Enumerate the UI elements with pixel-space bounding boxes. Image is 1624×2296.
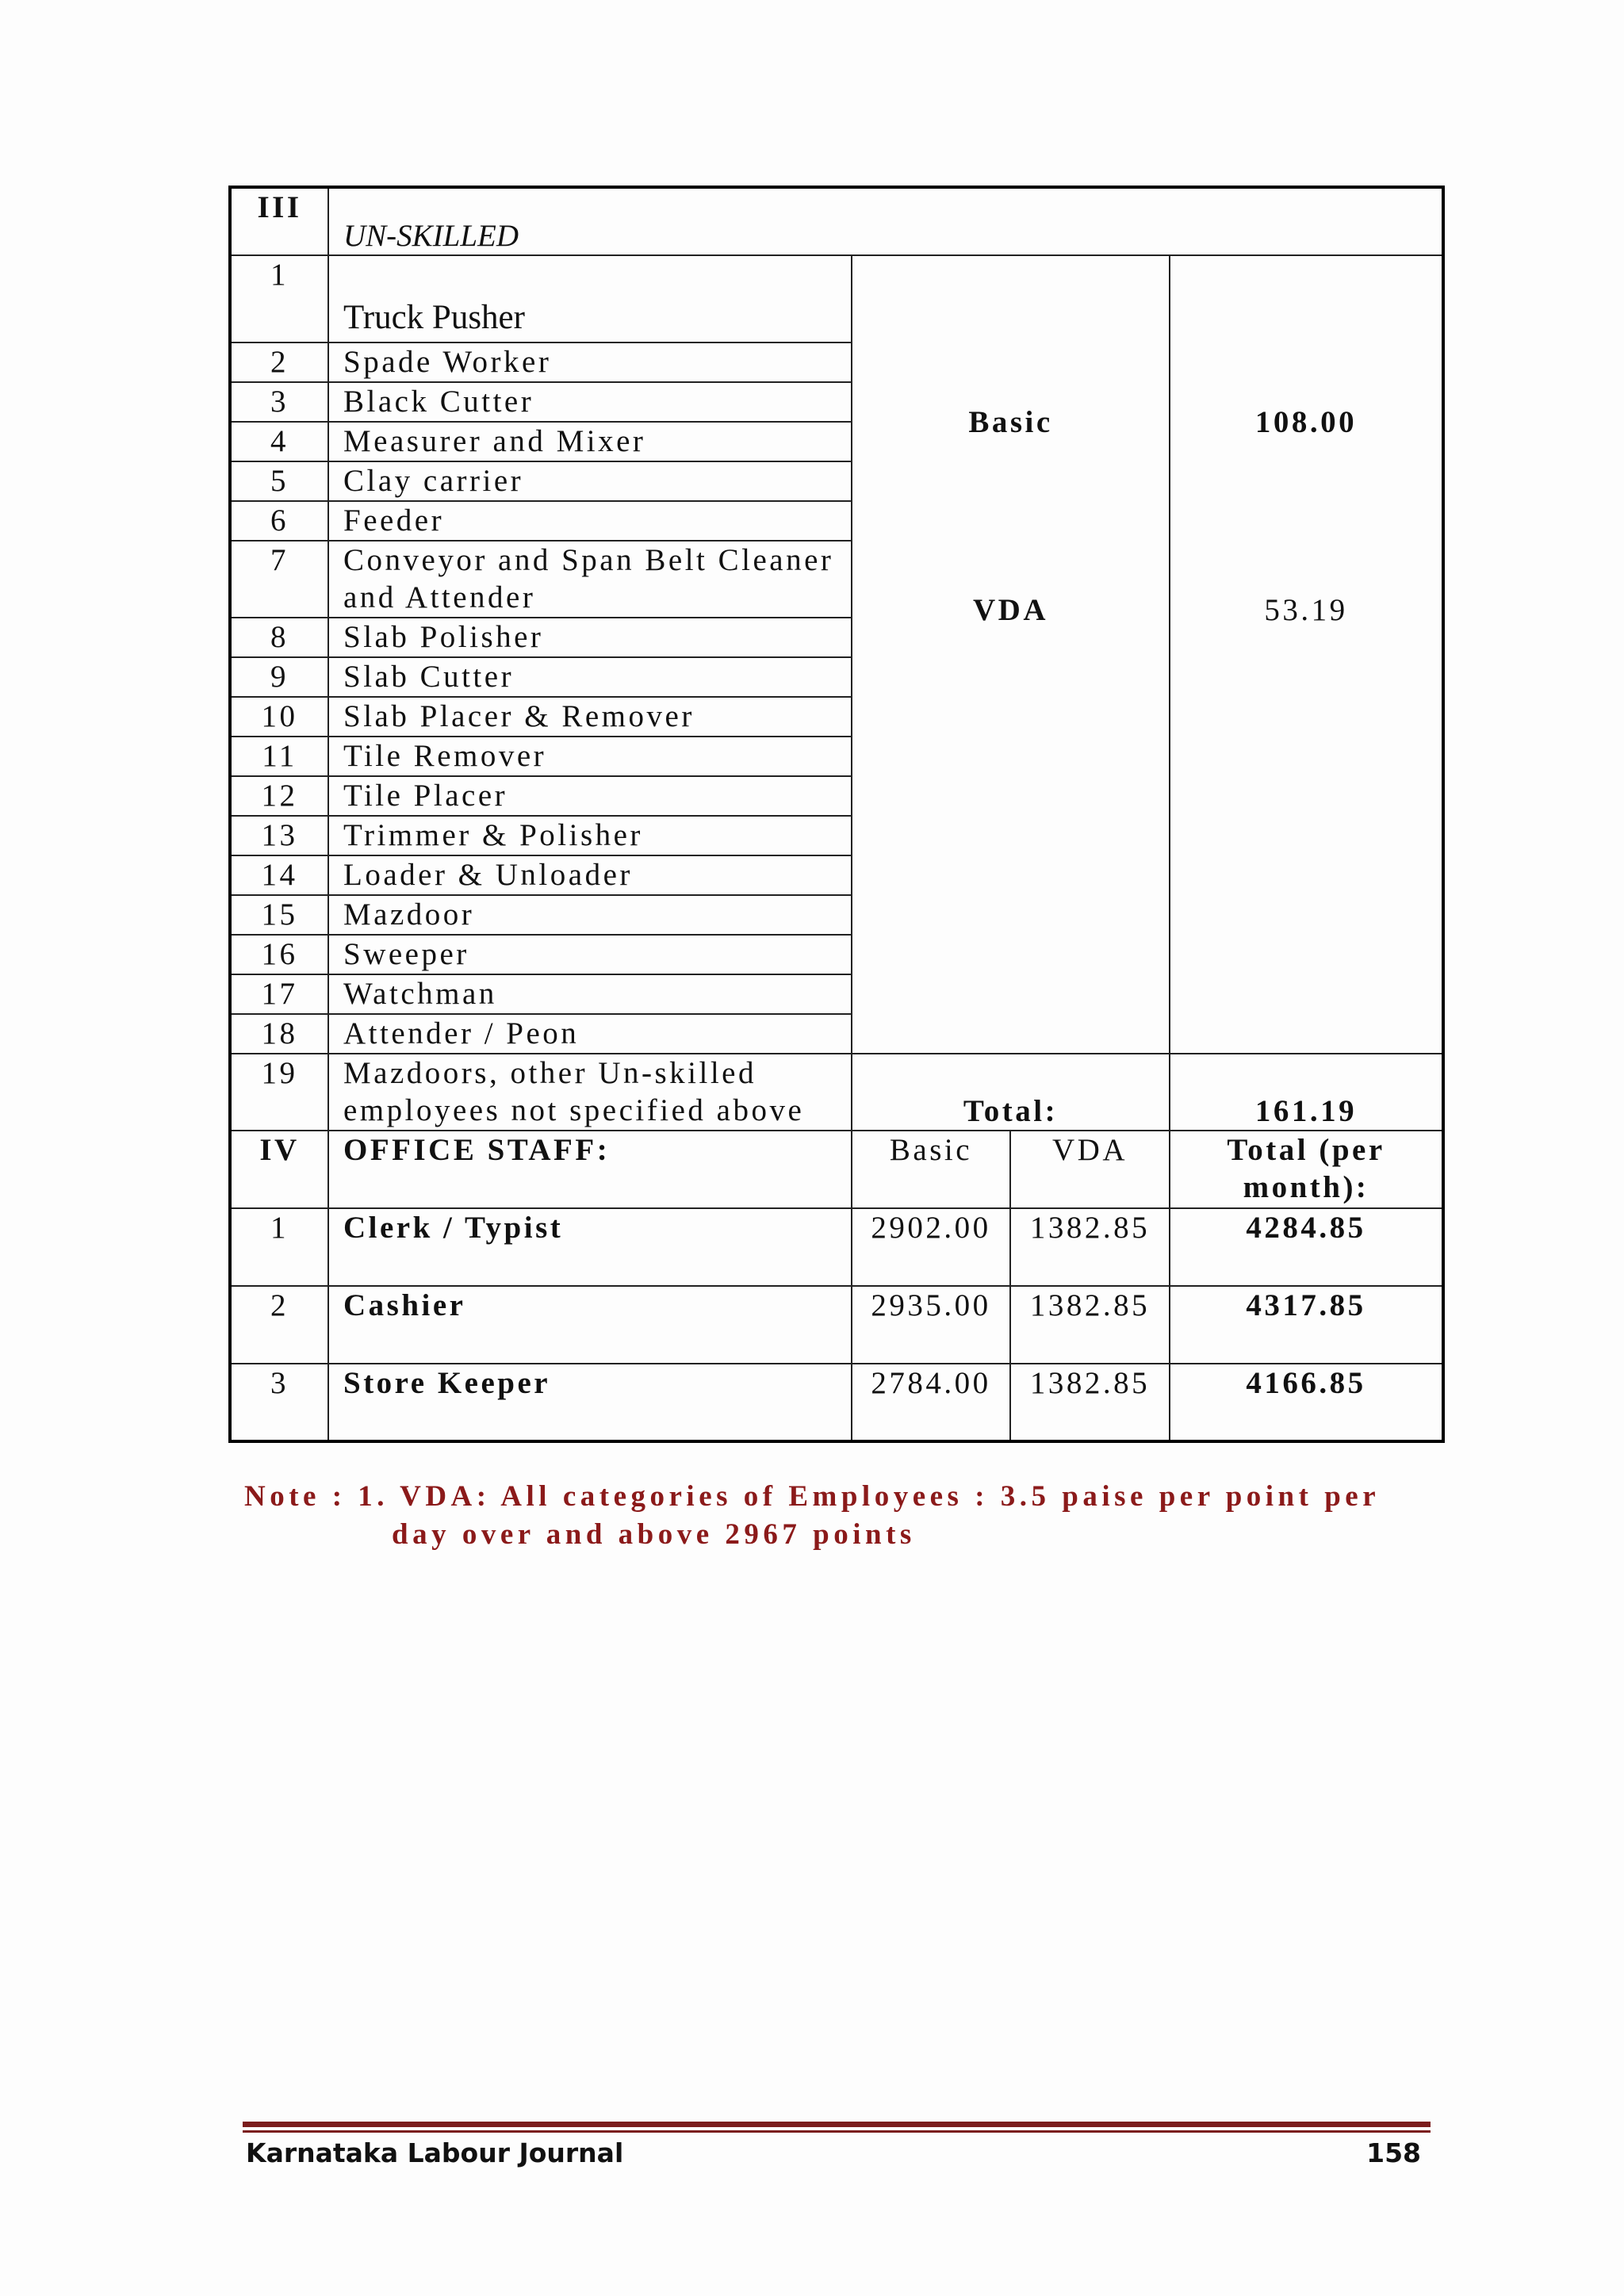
- column-header-basic: Basic: [852, 1131, 1010, 1208]
- row-name: Slab Cutter: [328, 657, 852, 697]
- basic-label: Basic: [968, 405, 1053, 439]
- basic-cell: 2784.00: [852, 1364, 1010, 1441]
- vda-note: [244, 1478, 1442, 1554]
- row-name: Feeder: [328, 501, 852, 541]
- table-row: 3 Black Cutter: [230, 382, 1443, 422]
- table-row: 17 Watchman: [230, 974, 1443, 1014]
- note-line-1: Note : 1. VDA: All categories of Employees : 3.5 paise per point per: [244, 1480, 1381, 1513]
- vda-label: VDA: [973, 593, 1048, 627]
- basic-cell: 2902.00: [852, 1208, 1010, 1286]
- table-row: 16 Sweeper: [230, 935, 1443, 974]
- table-row: 12 Tile Placer: [230, 776, 1443, 816]
- table-row: 4 Measurer and Mixer: [230, 422, 1443, 461]
- row-name: Spade Worker: [328, 342, 852, 382]
- total-value: 161.19: [1170, 1054, 1443, 1131]
- footer-rule-thin: [243, 2130, 1431, 2133]
- footer-rule: [243, 2122, 1431, 2127]
- section-header-row: [230, 1131, 1443, 1208]
- note-line-2: day over and above 2967 points: [392, 1518, 916, 1551]
- table-row: 1 Clerk / Typist 2902.00 1382.85 4284.85: [230, 1208, 1443, 1286]
- section-numeral: IV: [230, 1131, 328, 1208]
- vda-value: 53.19: [1264, 593, 1348, 627]
- table-row: 9 Slab Cutter: [230, 657, 1443, 697]
- table-row: 14 Loader & Unloader: [230, 855, 1443, 895]
- section-header-row: [230, 187, 1443, 255]
- table-row: 8 Slab Polisher: [230, 618, 1443, 657]
- basic-value: 108.00: [1254, 405, 1358, 439]
- row-name: Slab Polisher: [328, 618, 852, 657]
- total-label: Total:: [852, 1054, 1170, 1131]
- row-name: Conveyor and Span Belt Cleaner and Attender: [328, 541, 852, 618]
- row-name: Slab Placer & Remover: [328, 697, 852, 737]
- vda-cell: 1382.85: [1010, 1286, 1170, 1364]
- basic-cell: 2935.00: [852, 1286, 1010, 1364]
- table-row: 11 Tile Remover: [230, 737, 1443, 776]
- row-name: Loader & Unloader: [328, 855, 852, 895]
- table-row: 5 Clay carrier: [230, 461, 1443, 501]
- row-number: 1: [230, 255, 328, 342]
- column-header-total: Total (per month):: [1170, 1131, 1443, 1208]
- total-row: 19 Mazdoors, other Un-skilled employees not specified above Total: 161.19: [230, 1054, 1443, 1131]
- row-name: Trimmer & Polisher: [328, 816, 852, 855]
- page-number: 158: [1366, 2137, 1421, 2168]
- table-row: [230, 255, 1443, 342]
- row-name: Clerk / Typist: [328, 1208, 852, 1286]
- row-name: Clay carrier: [328, 461, 852, 501]
- table-row: 2 Spade Worker: [230, 342, 1443, 382]
- row-name: Watchman: [328, 974, 852, 1014]
- wage-table: [228, 186, 1445, 1443]
- table-row: 7 Conveyor and Span Belt Cleaner and Attender: [230, 541, 1443, 618]
- row-name: Tile Placer: [328, 776, 852, 816]
- table-row: 2 Cashier 2935.00 1382.85 4317.85: [230, 1286, 1443, 1364]
- section-title: UN-SKILLED: [343, 219, 519, 253]
- row-name: Truck Pusher: [343, 299, 525, 336]
- section-title: OFFICE STAFF:: [328, 1131, 852, 1208]
- table-row: 10 Slab Placer & Remover: [230, 697, 1443, 737]
- table-row: 15 Mazdoor: [230, 895, 1443, 935]
- row-name: Mazdoors, other Un-skilled employees not specified above: [328, 1054, 852, 1131]
- table-row: 13 Trimmer & Polisher: [230, 816, 1443, 855]
- table-row: 18 Attender / Peon: [230, 1014, 1443, 1054]
- journal-name: Karnataka Labour Journal: [246, 2137, 624, 2168]
- table-row: 3 Store Keeper 2784.00 1382.85 4166.85: [230, 1364, 1443, 1441]
- total-cell: 4284.85: [1170, 1208, 1443, 1286]
- row-name: Cashier: [328, 1286, 852, 1364]
- total-cell: 4166.85: [1170, 1364, 1443, 1441]
- vda-cell: 1382.85: [1010, 1364, 1170, 1441]
- column-header-vda: VDA: [1010, 1131, 1170, 1208]
- row-name: Tile Remover: [328, 737, 852, 776]
- rate-values-cell: [1170, 255, 1443, 1054]
- total-cell: 4317.85: [1170, 1286, 1443, 1364]
- row-name: Black Cutter: [328, 382, 852, 422]
- row-name: Store Keeper: [328, 1364, 852, 1441]
- row-name: Attender / Peon: [328, 1014, 852, 1054]
- row-name: Sweeper: [328, 935, 852, 974]
- rate-labels-cell: [852, 255, 1170, 1054]
- vda-cell: 1382.85: [1010, 1208, 1170, 1286]
- table-row: 6 Feeder: [230, 501, 1443, 541]
- section-numeral: III: [230, 187, 328, 255]
- row-name: Measurer and Mixer: [328, 422, 852, 461]
- row-name: Mazdoor: [328, 895, 852, 935]
